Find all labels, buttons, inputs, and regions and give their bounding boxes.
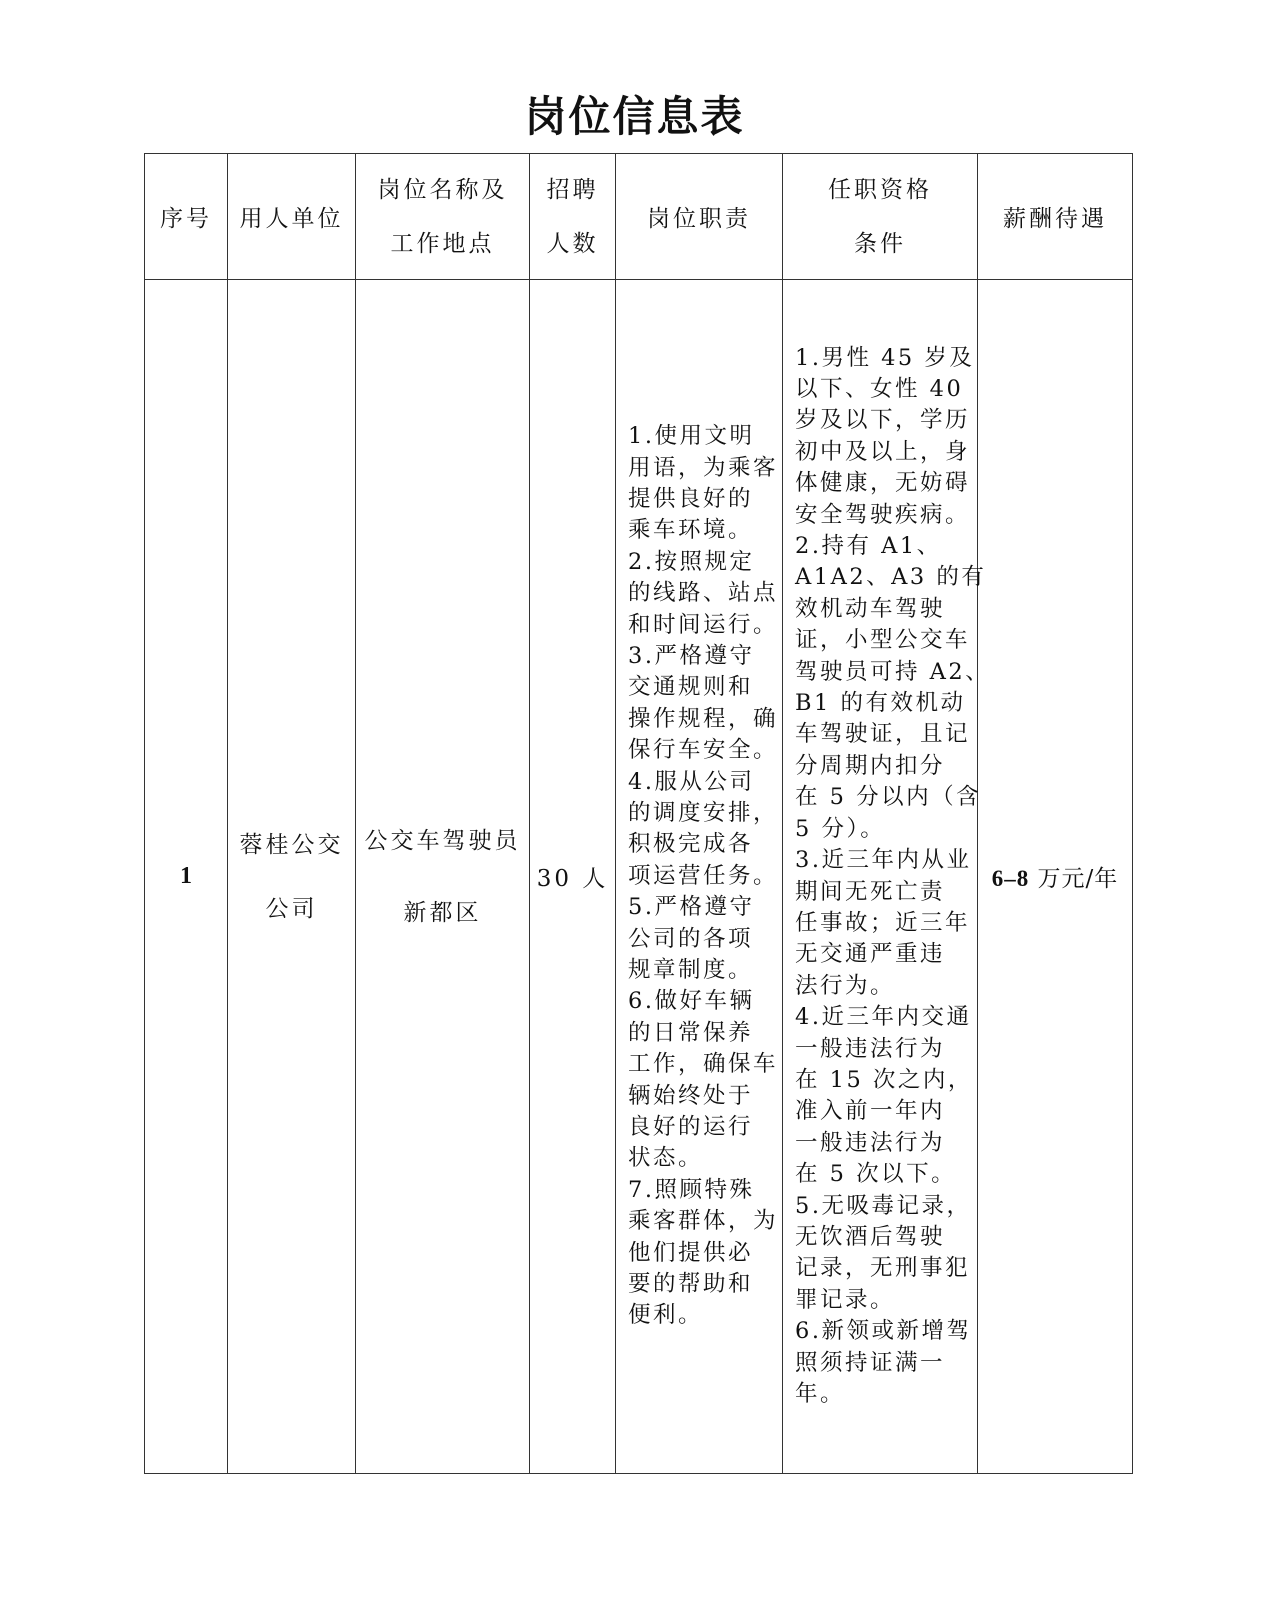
header-post-label-line2: 工作地点 xyxy=(390,230,495,257)
duty-text xyxy=(628,421,779,1332)
duty-line: 操作规程，确 xyxy=(628,705,779,732)
cell-qual xyxy=(783,280,991,1474)
header-pay-label: 薪酬待遇 xyxy=(1003,206,1107,232)
qualification-line: 在 5 次以下。 xyxy=(795,1161,957,1188)
qualification-line: 驾驶员可持 A2、 xyxy=(795,658,991,685)
cell-post xyxy=(356,280,530,1474)
qualification-line: 罪记录。 xyxy=(795,1286,896,1313)
duty-line: 要的帮助和 xyxy=(628,1271,754,1298)
cell-pay xyxy=(978,280,1133,1474)
hire-count: 30 人 xyxy=(536,866,609,892)
qualification-line: 在 5 分以内（含 xyxy=(795,784,982,811)
qualification-line: 初中及以上，身 xyxy=(795,438,971,465)
job-info-table xyxy=(144,153,1133,1474)
duty-line: 乘客群体，为 xyxy=(628,1208,779,1235)
pay-range: 6–8 xyxy=(991,866,1030,891)
qualification-line: 期间无死亡责 xyxy=(795,878,946,905)
duty-line: 提供良好的 xyxy=(628,485,754,512)
qualification-line: 岁及以下，学历 xyxy=(795,407,971,434)
duty-line: 公司的各项 xyxy=(628,925,754,952)
header-count-label-line2: 人数 xyxy=(546,230,599,257)
qualification-line: 5.无吸毒记录， xyxy=(795,1192,972,1219)
seq-number: 1 xyxy=(180,863,192,889)
duty-line: 辆始终处于 xyxy=(628,1082,754,1109)
header-duty-label: 岗位职责 xyxy=(647,206,751,232)
qualification-line: 一般违法行为 xyxy=(795,1035,946,1062)
qualification-line: 车驾驶证，且记 xyxy=(795,721,971,748)
qualification-line: 体健康，无妨碍 xyxy=(795,470,971,497)
duty-line: 2.按照规定 xyxy=(628,548,755,575)
duty-line: 的日常保养 xyxy=(628,1019,754,1046)
duty-line: 保行车安全。 xyxy=(628,737,779,764)
duty-line: 交通规则和 xyxy=(628,674,754,701)
cell-seq xyxy=(145,280,228,1474)
unit-name-line2: 公司 xyxy=(265,895,318,922)
qualification-line: 6.新领或新增驾 xyxy=(795,1318,972,1345)
duty-line: 规章制度。 xyxy=(628,957,754,984)
qualification-line: 任事故；近三年 xyxy=(795,909,971,936)
duty-line: 5.严格遵守 xyxy=(628,894,755,921)
qualification-line: 分周期内扣分 xyxy=(795,752,946,779)
qualification-line: 年。 xyxy=(795,1381,846,1407)
duty-line: 项运营任务。 xyxy=(628,862,779,889)
duty-line: 6.做好车辆 xyxy=(628,988,755,1015)
post-name: 公交车驾驶员 xyxy=(364,827,521,854)
duty-line: 的调度安排， xyxy=(628,799,779,826)
duty-line: 的线路、站点 xyxy=(628,580,779,607)
header-count-label-line1: 招聘 xyxy=(546,176,599,203)
qualification-line: 在 15 次之内， xyxy=(795,1066,973,1093)
header-qual xyxy=(783,154,978,280)
header-seq-label: 序号 xyxy=(160,206,212,232)
header-unit-label: 用人单位 xyxy=(239,206,344,232)
header-seq xyxy=(145,154,228,280)
qualification-line: 法行为。 xyxy=(795,972,896,999)
page-title: 岗位信息表 xyxy=(524,92,745,141)
qualification-line: 无交通严重违 xyxy=(795,941,946,968)
qualification-line: 记录，无刑事犯 xyxy=(795,1255,971,1282)
table-header-row xyxy=(145,154,1133,280)
header-post-label-line1: 岗位名称及 xyxy=(377,176,508,203)
duty-line: 工作，确保车 xyxy=(628,1051,779,1078)
duty-line: 和时间运行。 xyxy=(628,611,779,638)
duty-line: 他们提供必 xyxy=(628,1239,754,1266)
header-pay xyxy=(978,154,1133,280)
qualification-line: 无饮酒后驾驶 xyxy=(795,1223,946,1250)
duty-line: 良好的运行 xyxy=(628,1114,754,1141)
duty-line: 1.使用文明 xyxy=(628,423,755,450)
duty-line: 用语，为乘客 xyxy=(628,454,779,481)
qualification-line: 1.男性 45 岁及 xyxy=(795,344,975,371)
cell-unit xyxy=(228,280,356,1474)
unit-name-line1: 蓉桂公交 xyxy=(239,831,344,858)
duty-line: 积极完成各 xyxy=(628,831,754,858)
cell-duty xyxy=(616,280,783,1474)
duty-line: 4.服从公司 xyxy=(628,768,755,795)
qualification-line: 以下、女性 40 xyxy=(795,376,964,402)
duty-line: 7.照顾特殊 xyxy=(628,1176,755,1203)
pay-unit: 万元/年 xyxy=(1029,866,1119,892)
qualification-line: 效机动车驾驶 xyxy=(795,595,946,622)
header-unit xyxy=(228,154,356,280)
qualification-line: 一般违法行为 xyxy=(795,1129,946,1156)
header-post xyxy=(356,154,530,280)
qualification-line: 准入前一年内 xyxy=(795,1098,946,1125)
header-duty xyxy=(616,154,783,280)
header-count xyxy=(530,154,616,280)
duty-line: 3.严格遵守 xyxy=(628,642,755,669)
qualification-line: 证，小型公交车 xyxy=(795,627,971,654)
qualification-line: 4.近三年内交通 xyxy=(795,1004,972,1031)
qualification-line: 3.近三年内从业 xyxy=(795,847,972,874)
duty-line: 状态。 xyxy=(628,1145,704,1172)
cell-count xyxy=(530,280,616,1474)
header-qual-label-line2: 条件 xyxy=(854,230,906,257)
duty-line: 便利。 xyxy=(628,1302,704,1329)
post-location: 新都区 xyxy=(403,899,482,926)
qualification-line: 照须持证满一 xyxy=(795,1349,946,1376)
qualification-text xyxy=(795,343,991,1411)
qualification-line: 安全驾驶疾病。 xyxy=(795,501,971,528)
qualification-line: B1 的有效机动 xyxy=(795,690,966,717)
qualification-line: A1A2、A3 的有 xyxy=(795,564,987,591)
table-row xyxy=(145,280,1133,1474)
header-qual-label-line1: 任职资格 xyxy=(828,176,932,203)
qualification-line: 2.持有 A1、 xyxy=(795,533,942,560)
qualification-line: 5 分）。 xyxy=(795,815,886,842)
duty-line: 乘车环境。 xyxy=(628,517,754,544)
